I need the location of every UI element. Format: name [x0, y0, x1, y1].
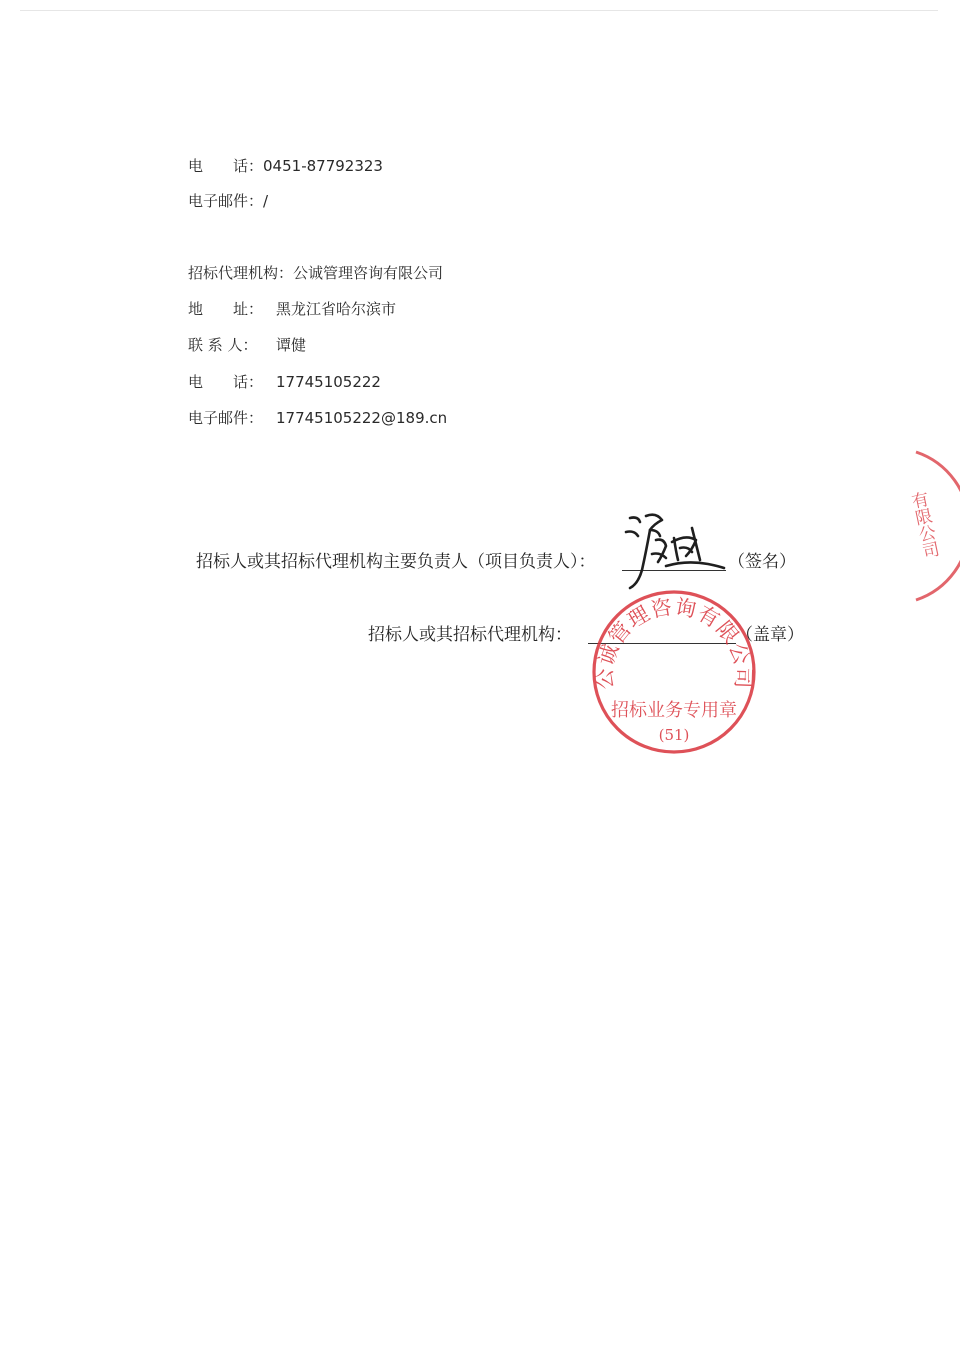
owner-email-row — [188, 190, 268, 212]
owner-email-value: / — [263, 192, 269, 210]
agency-email-row — [188, 407, 447, 429]
agency-contact-label: 联 系 人： — [188, 336, 258, 354]
agency-address-row — [188, 298, 396, 320]
agency-name-row — [188, 262, 443, 284]
agency-address-value: 黑龙江省哈尔滨市 — [276, 300, 397, 318]
seal-suffix: （盖章） — [736, 625, 804, 645]
seal-inner-text: 招标业务专用章 — [611, 700, 737, 721]
sign-suffix: （签名） — [728, 552, 796, 572]
agency-address-label: 地 址： — [188, 300, 264, 318]
agency-name-label: 招标代理机构： — [188, 264, 294, 282]
seal-arc-text: 公诚管理咨询有限公司 — [592, 594, 756, 690]
owner-phone-value: 0451-87792323 — [263, 157, 383, 175]
agency-email-value: 17745105222@189.cn — [276, 409, 448, 427]
owner-phone-label: 电 话： — [188, 157, 264, 175]
seal-number: (51) — [658, 726, 690, 744]
agency-name-value: 公诚管理咨询有限公司 — [293, 264, 444, 282]
owner-email-label: 电子邮件： — [188, 192, 264, 210]
agency-seal-label: 招标人或其招标代理机构： — [368, 625, 572, 645]
handwritten-signature — [616, 508, 726, 592]
company-seal — [590, 588, 758, 756]
owner-phone-row — [188, 155, 383, 177]
edge-seal-fragment — [896, 448, 960, 604]
agency-contact-row — [188, 334, 306, 356]
responsible-person-label: 招标人或其招标代理机构主要负责人（项目负责人）： — [196, 552, 596, 572]
top-rule — [20, 10, 938, 11]
agency-email-label: 电子邮件： — [188, 409, 264, 427]
edge-seal-text: 有限公司 — [906, 489, 940, 561]
agency-phone-row — [188, 371, 381, 393]
agency-phone-label: 电 话： — [188, 373, 264, 391]
agency-phone-value: 17745105222 — [276, 373, 381, 391]
agency-contact-value: 谭健 — [276, 336, 307, 354]
